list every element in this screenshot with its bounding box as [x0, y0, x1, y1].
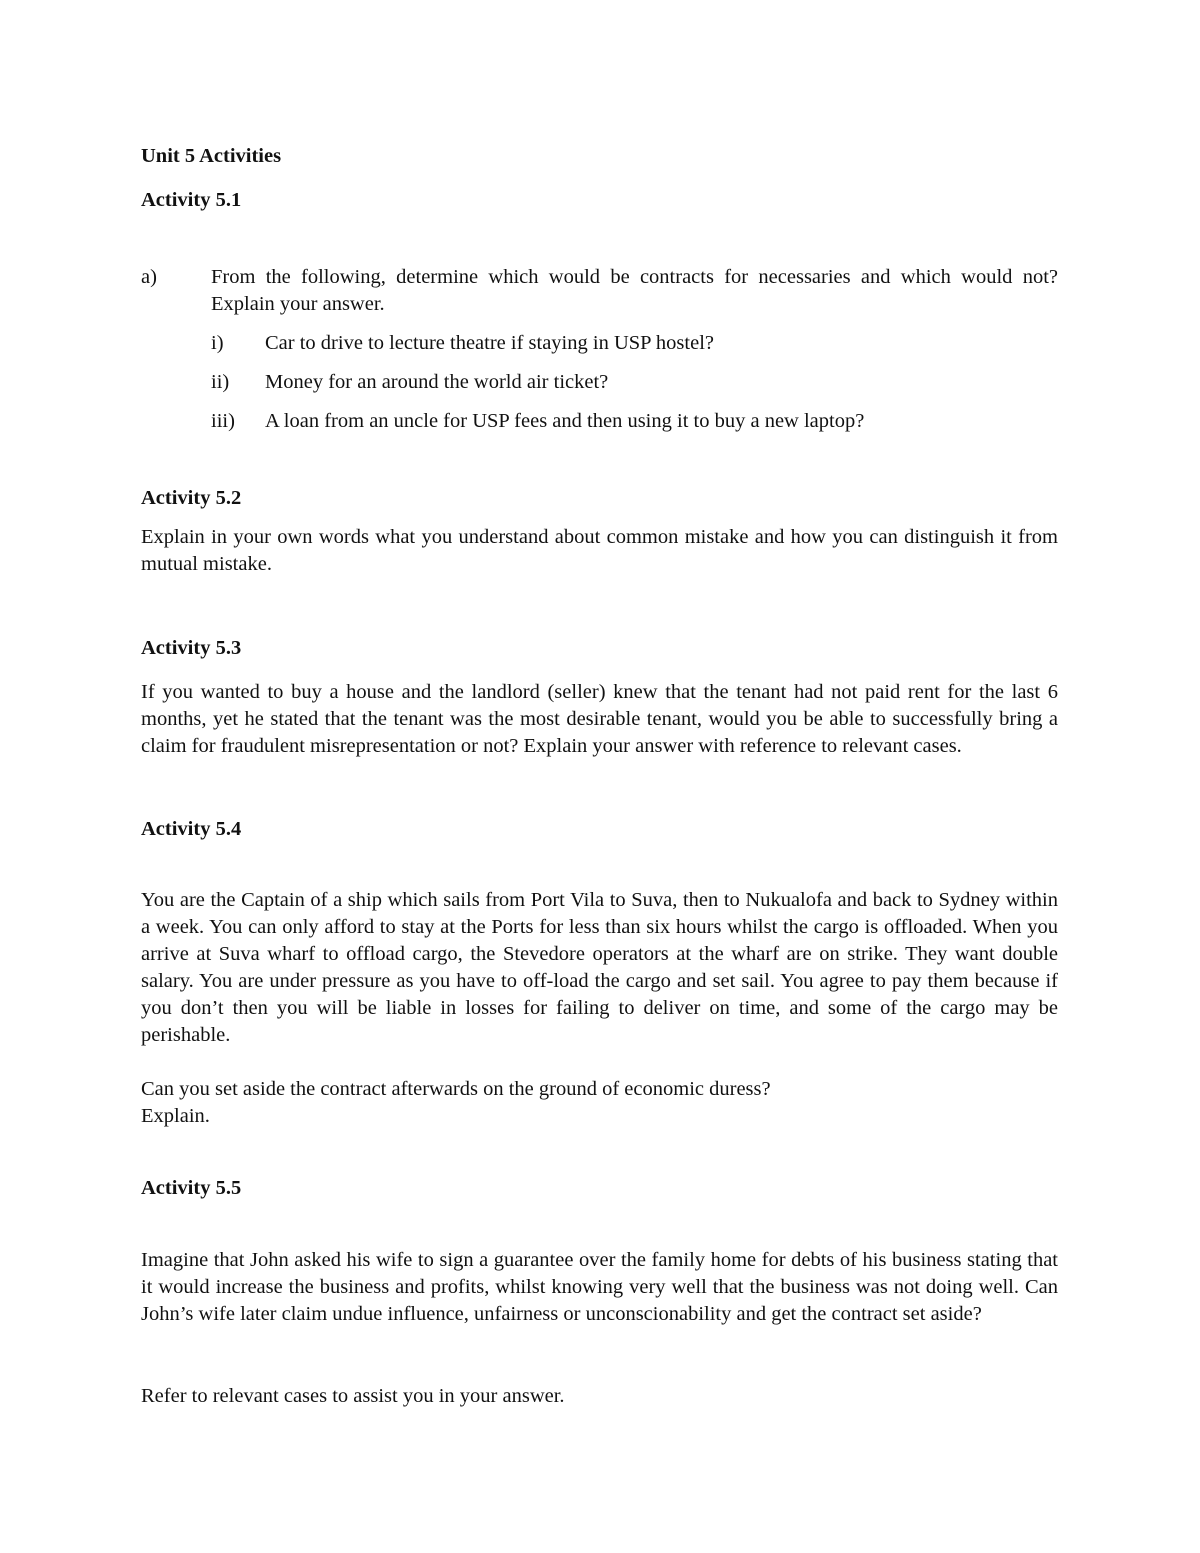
activity-5-1-question: From the following, determine which would be contracts for necessaries and which would not? Explain your answer. — [211, 266, 1058, 315]
activity-5-2-heading: Activity 5.2 — [141, 487, 242, 509]
subitem-label: i) — [211, 332, 224, 354]
subitem-text: A loan from an uncle for USP fees and then using it to buy a new laptop? — [265, 410, 865, 432]
subitem-label: iii) — [211, 410, 235, 432]
activity-5-4-heading: Activity 5.4 — [141, 818, 242, 840]
activity-5-5-heading: Activity 5.5 — [141, 1177, 242, 1199]
activity-5-5-closing: Refer to relevant cases to assist you in your answer. — [141, 1385, 565, 1407]
activity-5-2-text: Explain in your own words what you understand about common mistake and how you can distinguish it from mutual mistake. — [141, 526, 1058, 575]
activity-5-4-question: Can you set aside the contract afterwards on the ground of economic duress? — [141, 1078, 771, 1100]
activity-5-4-text: You are the Captain of a ship which sails from Port Vila to Suva, then to Nukualofa and back to Sydney within a week. You can only afford to stay at the Ports for less than six hours whilst the cargo is offloaded. When you arrive at Suva wharf to offload cargo, the Stevedore operators at the wharf are on strike. They want double salary. You are under pressure as you have to off-load the cargo and set sail. You agree to pay them because if you don’t then you will be liable in losses for failing to deliver on time, and some of the cargo may be perishable. — [141, 889, 1058, 1046]
activity-5-5-text: Imagine that John asked his wife to sign a guarantee over the family home for debts of his business stating that it would increase the business and profits, whilst knowing very well that the business was not doing well. Can John’s wife later claim undue influence, unfairness or unconscionability and get the contract set aside? — [141, 1249, 1058, 1325]
activity-5-3-heading: Activity 5.3 — [141, 637, 242, 659]
unit-title: Unit 5 Activities — [141, 145, 282, 167]
item-label-a: a) — [141, 266, 157, 288]
subitem-label: ii) — [211, 371, 230, 393]
subitem-text: Car to drive to lecture theatre if staying in USP hostel? — [265, 332, 714, 354]
activity-5-3-text: If you wanted to buy a house and the landlord (seller) knew that the tenant had not paid rent for the last 6 months, yet he stated that the tenant was the most desirable tenant, would you be able to successfully bring a claim for fraudulent misrepresentation or not? Explain your answer with reference to relevant cases. — [141, 681, 1058, 757]
activity-5-1-heading: Activity 5.1 — [141, 189, 242, 211]
subitem-text: Money for an around the world air ticket? — [265, 371, 609, 393]
activity-5-4-explain: Explain. — [141, 1105, 210, 1127]
